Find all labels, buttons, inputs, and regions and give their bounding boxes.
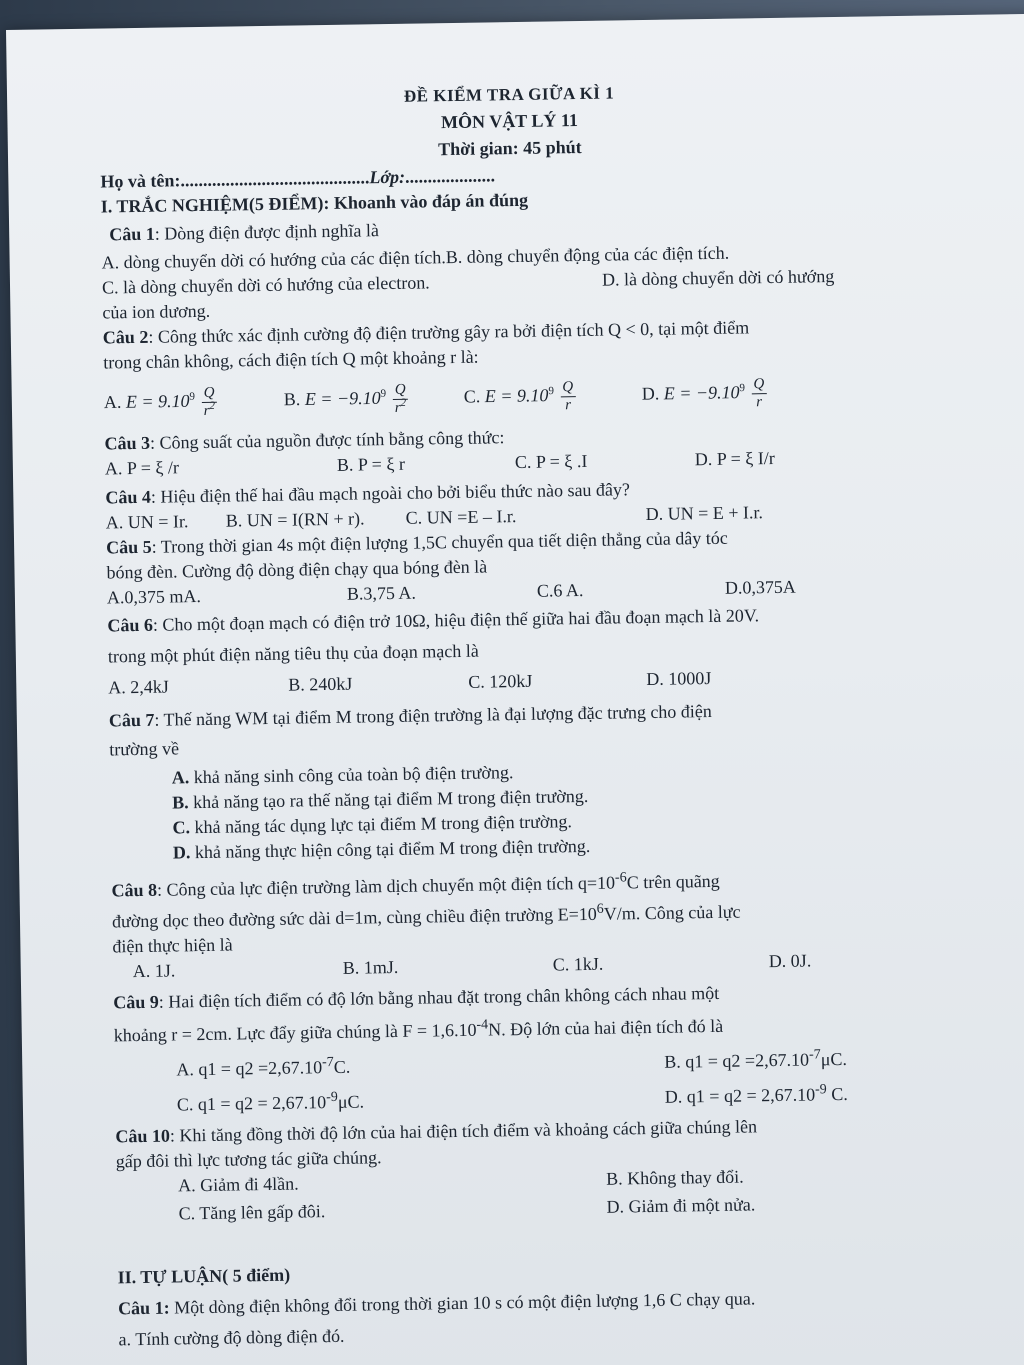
q2-a-fraction	[201, 384, 217, 419]
q9-text2-exp: -4	[476, 1017, 489, 1033]
q10-option-b: B. Không thay đổi.	[605, 1166, 744, 1189]
q9-c-unit: μC.	[337, 1091, 365, 1112]
q9-text2a: khoảng r = 2cm. Lực đẩy giữa chúng là F = 1,6.10	[113, 1019, 477, 1046]
q2-b-den	[393, 396, 409, 416]
q9-d-exp: -9	[814, 1082, 827, 1098]
class-dots: ....................	[404, 165, 496, 187]
q2-c-expr: E = 9.10	[484, 384, 549, 406]
q2-option-a	[104, 383, 285, 421]
q2-d-letter: D.	[641, 382, 660, 404]
q2-a-den-sq: 2	[209, 399, 216, 412]
q8-option-b: B. 1mJ.	[342, 956, 399, 978]
q4-text: : Hiệu điện thế hai đầu mạch ngoài cho bởi biểu thức nào sau đây?	[150, 479, 631, 507]
q5-label: Câu 5	[105, 536, 152, 558]
q2-options	[104, 369, 925, 426]
q6-text2: trong một phút điện năng tiêu thụ của đoạn mạch là	[107, 640, 479, 667]
q10-text1: : Khi tăng đồng thời độ lớn của hai điện tích điểm và khoảng cách giữa chúng lên	[169, 1116, 758, 1146]
q5-option-c: C.6 A.	[536, 580, 584, 601]
q2-text1: : Công thức xác định cường độ điện trường gây ra bởi điện tích Q < 0, tại một điểm	[148, 317, 750, 347]
q2-a-expr: E = 9.10	[125, 390, 190, 412]
q8-option-a: A. 1J.	[132, 960, 176, 982]
q6-option-a: A. 2,4kJ	[108, 676, 170, 698]
q4-label: Câu 4	[105, 486, 152, 508]
q6-option-c: C. 120kJ	[468, 670, 533, 692]
essay-q1-part-a: a. Tính cường độ dòng điện đó.	[118, 1325, 345, 1350]
section2-title: II. TỰ LUẬN( 5 điểm)	[117, 1264, 291, 1288]
q9-option-b	[664, 1047, 847, 1075]
q9-d-text: q1 = q2 = 2,67.10	[686, 1084, 816, 1107]
q9-a-letter: A.	[176, 1059, 195, 1080]
q7-a-text: khả năng sinh công của toàn bộ điện trường.	[193, 762, 514, 788]
q8-text1a: : Công của lực điện trường làm dịch chuyển một điện tích q=10	[156, 872, 616, 900]
q9-d-letter: D.	[664, 1086, 683, 1107]
q9-text2	[114, 1011, 934, 1049]
section1-title-post: Khoanh vào đáp án đúng	[333, 189, 529, 213]
q9-b-letter: B.	[664, 1051, 681, 1072]
q9-b-unit: μC.	[820, 1048, 848, 1070]
q9-options-ab	[114, 1046, 934, 1084]
q1-option-a: A. dòng chuyển dời có hướng của các điện tích.	[101, 247, 446, 273]
q6-label: Câu 6	[107, 614, 154, 636]
q2-c-num: Q	[560, 379, 575, 397]
essay-q1-text: Một dòng điện không đổi trong thời gian 10 s có một điện lượng 1,6 C chạy qua.	[169, 1288, 756, 1318]
q2-a-letter: A.	[103, 391, 122, 412]
q2-option-b	[284, 380, 465, 418]
q9-c-letter: C.	[176, 1094, 194, 1115]
exam-time: Thời gian: 45 phút	[438, 136, 582, 160]
exam-title: ĐỀ KIỂM TRA GIỮA KÌ 1	[403, 83, 615, 106]
q1-option-c: C. là dòng chuyển dời có hướng của electron.	[101, 272, 430, 298]
q3-option-d: D. P = ξ I/r	[694, 447, 775, 470]
q1-option-d: D. là dòng chuyển dời có hướng	[601, 266, 835, 290]
q2-a-den	[202, 399, 218, 419]
q3-option-b: B. P = ξ r	[336, 453, 406, 475]
q2-c-letter: C.	[463, 385, 481, 406]
q9-a-text: q1 = q2 =2,67.10	[198, 1057, 323, 1080]
q2-b-fraction	[392, 381, 408, 416]
section1-title-pre: I. TRẮC NGHIỆM(5 ĐIỂM):	[100, 192, 335, 217]
q6-option-b: B. 240kJ	[288, 673, 353, 695]
q2-b-exp: 9	[380, 387, 387, 400]
q8-text1-exp: -6	[614, 870, 627, 886]
q6-text1: : Cho một đoạn mạch có điện trở 10Ω, hiệu điện thế giữa hai đầu đoạn mạch là 20V.	[152, 605, 760, 635]
q10-label: Câu 10	[115, 1125, 171, 1147]
q9-d-unit: C.	[826, 1083, 848, 1105]
q8-text3: điện thực hiện là	[112, 934, 233, 957]
q2-a-exp: 9	[189, 390, 196, 403]
q2-option-d	[642, 376, 769, 413]
q8-text1b: C trên quãng	[626, 870, 720, 893]
q9-a-exp: -7	[321, 1054, 334, 1071]
q5-text1: : Trong thời gian 4s một điện lượng 1,5C chuyển qua tiết diện thẳng của dây tóc	[151, 527, 728, 557]
q3-option-a: A. P = ξ /r	[104, 457, 180, 479]
q2-d-den: r	[756, 393, 763, 410]
q2-d-expr: E = −9.10	[663, 381, 740, 403]
q1-option-b: B. dòng chuyển động của các điện tích.	[445, 242, 730, 268]
q2-b-expr: E = −9.10	[304, 387, 381, 409]
q9-c-text: q1 = q2 = 2,67.10	[197, 1092, 327, 1115]
q7-a-letter: A.	[171, 767, 190, 788]
q8-text2-exp: 6	[596, 901, 604, 917]
q3-option-c: C. P = ξ .I	[514, 450, 588, 473]
name-dots: ..........................................	[180, 167, 370, 191]
exam-paper	[6, 14, 1024, 1365]
q7-c-letter: C.	[172, 817, 191, 838]
class-label: Lớp:	[369, 166, 406, 188]
q8-label: Câu 8	[111, 879, 158, 901]
q10-option-a: A. Giảm đi 4lần.	[178, 1173, 299, 1196]
name-label: Họ và tên:	[100, 170, 181, 192]
q8-text2b: V/m. Công của lực	[603, 901, 741, 924]
q6-option-d: D. 1000J	[646, 668, 712, 690]
q4-option-d: D. UN = E + I.r.	[645, 502, 764, 525]
q2-option-c	[464, 378, 643, 416]
q3-text: : Công suất của nguồn được tính bằng công thức:	[149, 427, 505, 453]
q9-option-a	[176, 1050, 664, 1083]
q8-text2a: đường dọc theo đường sức dài d=1m, cùng chiều điện trường E=10	[111, 903, 597, 932]
q2-d-num: Q	[751, 376, 766, 394]
q1-label: Câu 1	[109, 223, 155, 245]
q9-a-unit: C.	[333, 1056, 351, 1077]
q7-b-text: khả năng tạo ra thế năng tại điểm M trong điện trường.	[193, 785, 589, 813]
q1-option-d-cont: của ion dương.	[102, 300, 211, 323]
essay-q1-label: Câu 1:	[117, 1297, 170, 1319]
q5-text2: bóng đèn. Cường độ dòng điện chạy qua bóng đèn là	[106, 556, 488, 583]
q9-option-d	[665, 1082, 848, 1110]
q9-b-text: q1 = q2 =2,67.10	[685, 1049, 810, 1072]
q8-option-c: C. 1kJ.	[552, 953, 604, 975]
q5-option-a: A.0,375 mA.	[106, 586, 202, 608]
q9-text2b: N. Độ lớn của hai điện tích đó là	[488, 1015, 724, 1040]
exam-content	[99, 76, 939, 1353]
q6-options	[108, 663, 928, 701]
q2-c-den: r	[565, 396, 572, 413]
q2-label: Câu 2	[102, 326, 149, 348]
q2-d-fraction	[751, 376, 766, 411]
q7-b-letter: B.	[171, 792, 189, 813]
q5-option-b: B.3,75 A.	[346, 582, 417, 604]
q9-label: Câu 9	[113, 991, 159, 1013]
q8-option-d: D. 0J.	[768, 950, 812, 972]
q3-label: Câu 3	[104, 432, 151, 454]
q2-c-fraction	[560, 379, 575, 414]
q7-text1: : Thế năng WM tại điểm M trong điện trường là đại lượng đặc trưng cho điện	[154, 700, 712, 730]
q9-c-exp: -9	[326, 1089, 338, 1106]
q2-a-num: Q	[201, 384, 217, 402]
q2-d-exp: 9	[739, 381, 746, 394]
q1-text: : Dòng điện được định nghĩa là	[154, 220, 380, 244]
q4-option-b: B. UN = I(RN + r).	[225, 508, 365, 531]
q2-a-den-r: r	[203, 402, 210, 419]
q4-option-a: A. UN = Ir.	[105, 511, 189, 533]
q10-text2: gấp đôi thì lực tương tác giữa chúng.	[115, 1147, 382, 1172]
q5-option-d: D.0,375A	[724, 576, 796, 598]
q7-d-letter: D.	[172, 842, 191, 863]
q7-text2: trường về	[109, 738, 180, 760]
q10-option-d: D. Giảm đi một nửa.	[606, 1194, 756, 1217]
exam-subject: MÔN VẬT LÝ 11	[440, 110, 579, 133]
q7-d-text: khả năng thực hiện công tại điểm M trong điện trường.	[194, 835, 591, 863]
q2-b-letter: B.	[283, 388, 301, 409]
q9-b-exp: -7	[808, 1047, 821, 1063]
q2-text2: trong chân không, cách điện tích Q một khoảng r là:	[103, 346, 479, 373]
question-9	[113, 978, 933, 1016]
q2-c-exp: 9	[548, 384, 554, 397]
q7-label: Câu 7	[108, 709, 155, 731]
q4-option-c: C. UN =E – I.r.	[405, 506, 517, 528]
q9-text1: : Hai điện tích điểm có độ lớn bằng nhau đặt trong chân không cách nhau một	[158, 982, 720, 1012]
q7-c-text: khả năng tác dụng lực tại điểm M trong điện trường.	[194, 811, 573, 838]
q9-option-c	[177, 1085, 665, 1118]
q10-option-c: C. Tăng lên gấp đôi.	[178, 1201, 326, 1224]
q2-b-den-r: r	[394, 399, 401, 416]
q2-b-num: Q	[392, 381, 408, 399]
q2-b-den-sq: 2	[400, 396, 407, 409]
